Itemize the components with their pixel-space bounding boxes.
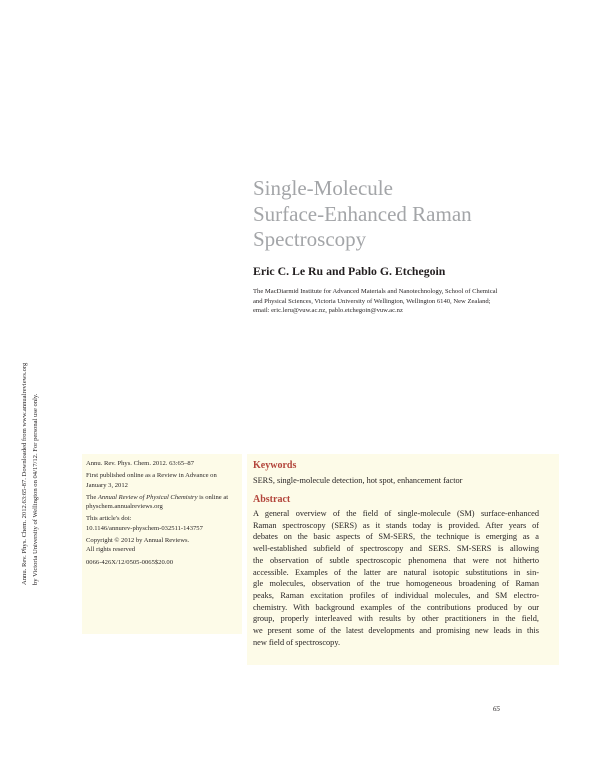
sidebar-line-1: Annu. Rev. Phys. Chem. 2012.63:65-87. Downloaded from www.annualreviews.org (21, 362, 28, 585)
doi-label: This article's doi: (86, 515, 132, 523)
page-number: 65 (493, 705, 500, 713)
abstract-line: well-established subfield of spectroscopy and SERS. SM-SERS is allowing (253, 544, 539, 554)
abstract-line: we present some of the latest developments and promising new leads in this (253, 626, 539, 636)
sidebar-line-2: by Victoria University of Wellington on 04/17/12. For personal use only. (31, 393, 39, 585)
affiliation-line-1: The MacDiarmid Institute for Advanced Materials and Nanotechnology, School of Chemical (253, 288, 498, 295)
title-line-3: Spectroscopy (253, 227, 367, 251)
keywords-heading: Keywords (253, 460, 297, 471)
online-suffix: is online at (197, 493, 229, 501)
doi-link[interactable]: 10.1146/annurev-physchem-032511-143757 (86, 524, 203, 532)
abstract-line: new field of spectroscopy. (253, 637, 341, 647)
online-availability (86, 493, 236, 512)
title-line-2: Surface-Enhanced Raman (253, 201, 472, 226)
first-published (86, 471, 236, 490)
article-metadata (86, 459, 236, 570)
abstract-line: Raman spectroscopy (SERS) as it stands today is provided. After years of (253, 520, 539, 530)
abstract-line: gle molecules, observation of the true homogeneous broadening of Raman (253, 579, 539, 589)
affiliation-line-2: and Physical Sciences, Victoria University of Wellington, Wellington 6140, New Zealand; (253, 297, 491, 305)
journal-url[interactable]: physchem.annualreviews.org (86, 503, 163, 511)
abstract-line: accessible. Examples of the latter are natural isotopic substitutions in sin- (253, 567, 539, 577)
affiliation-email: email: eric.leru@vuw.ac.nz, pablo.etchegoin@vuw.ac.nz (253, 307, 403, 314)
abstract-text (253, 508, 539, 648)
authors: Eric C. Le Ru and Pablo G. Etchegoin (253, 264, 446, 278)
copyright-block (86, 536, 236, 555)
journal-name: Annual Review of Physical Chemistry (97, 493, 198, 501)
keywords-text: SERS, single-molecule detection, hot spot, enhancement factor (253, 476, 463, 485)
abstract-line: chemistry. With background examples of the contributions produced by our (253, 602, 539, 612)
online-prefix: The (86, 493, 98, 501)
abstract-line: group, properly interleaved with results by other practitioners in the field, (253, 614, 539, 624)
abstract-line: the observation of subtle spectroscopic phenomena that were not hitherto (253, 555, 539, 565)
issn: 0066-426X/12/0505-0065$20.00 (86, 558, 173, 566)
abstract-line: peaks, Raman excitation profiles of individual molecules, and SM electro- (253, 590, 539, 600)
abstract-line: debates on the basic aspects of SM-SERS, the technique is emerging as a (253, 532, 539, 542)
doi-block (86, 514, 236, 533)
first-published-date: January 3, 2012 (86, 481, 128, 489)
download-sidebar (20, 255, 50, 585)
affiliation (253, 287, 538, 316)
article-title (253, 176, 472, 253)
title-line-1: Single-Molecule (253, 176, 393, 200)
abstract-line: A general overview of the field of single-molecule (SM) surface-enhanced (253, 509, 539, 518)
citation: Annu. Rev. Phys. Chem. 2012. 63:65–87 (86, 460, 195, 467)
first-published-line-1: First published online as a Review in Advance on (86, 472, 217, 480)
copyright: Copyright © 2012 by Annual Reviews. (86, 537, 190, 545)
rights: All rights reserved (86, 546, 136, 554)
abstract-heading: Abstract (253, 494, 291, 505)
